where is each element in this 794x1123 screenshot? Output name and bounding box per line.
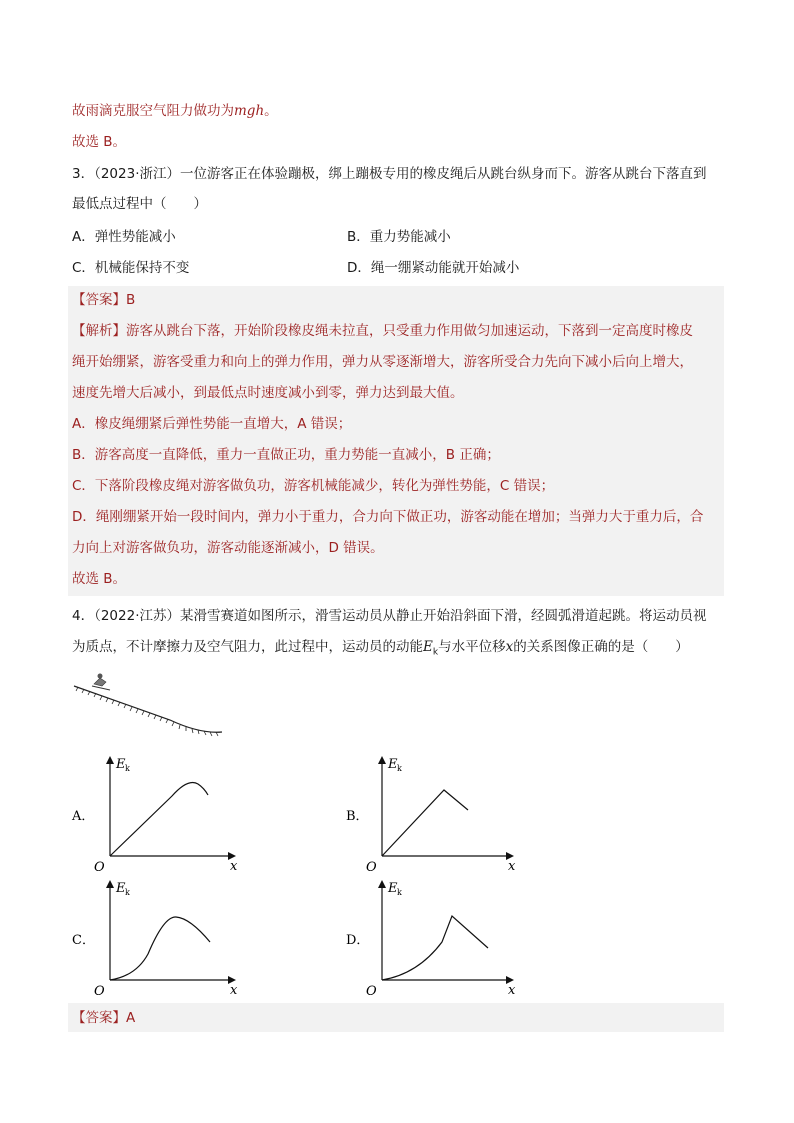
graph-c-y-label: E [116,881,126,896]
graph-a [71,756,238,875]
q3-analysis-line5: B．游客高度一直降低，重力一直做正功，重力势能一直减小，B 正确； [72,447,500,463]
graph-d-y-label: E [388,881,398,896]
q3-analysis-line8: 力向上对游客做负功，游客动能逐渐减小，D 错误。 [72,540,384,556]
graph-b [346,756,516,875]
q3-analysis-line9: 故选 B。 [72,571,127,587]
graph-b-x-label: x [508,859,516,874]
graph-c-y-sub: k [125,888,130,897]
q3-option-a: A．弹性势能减小 [72,229,176,245]
q4-stem-ek-sub: k [432,647,439,658]
graph-d-y-sub: k [397,888,402,897]
prev-conclusion-suffix: 。 [264,103,278,119]
graph-d [346,880,516,999]
graph-b-label: B． [346,809,369,824]
graph-b-y-sub: k [397,764,402,773]
graph-c-y-arrow [106,880,114,888]
graph-a-curve [110,783,208,857]
graph-c-curve [110,917,210,980]
q4-answer-line [72,1008,135,1028]
q4-answer-value: A [126,1010,136,1026]
q4-stem-ek: E [423,639,433,655]
graph-a-label: A． [72,809,95,824]
q3-analysis-line4: A．橡皮绳绷紧后弹性势能一直增大，A 错误； [72,416,352,432]
q4-stem-part-a: 为质点，不计摩擦力及空气阻力，此过程中，运动员的动能 [72,639,423,655]
prev-conclusion-math: mgh [234,103,265,119]
q3-answer-line [72,290,135,310]
q3-stem-line1: 3．（2023·浙江）一位游客正在体验蹦极，绑上蹦极专用的橡皮绳后从跳台纵身而下。游客从跳台下落直到 [72,166,707,182]
graph-d-x-label: x [508,983,516,998]
graph-d-curve [382,916,488,980]
graph-c [72,880,238,999]
q3-answer-value: B [126,292,136,308]
graph-c-origin: O [94,984,105,999]
graph-b-y-label: E [388,757,398,772]
q4-stem-line2 [72,637,689,663]
skier-icon [92,674,110,691]
q3-analysis-line3: 速度先增大后减小，到最低点时速度减小到零，弹力达到最大值。 [72,385,464,401]
q3-analysis-line1: 【解析】游客从跳台下落，开始阶段橡皮绳未拉直，只受重力作用做匀加速运动，下落到一定高度时橡皮 [72,323,693,339]
q3-option-b: B．重力势能减小 [347,229,451,245]
q3-analysis-line2: 绳开始绷紧，游客受重力和向上的弹力作用，弹力从零逐渐增大，游客所受合力先向下减小后向上增大， [72,354,693,370]
ek-x-graphs [66,752,546,1002]
graph-b-curve [382,790,468,856]
graph-c-label: C． [72,933,95,948]
ski-track-figure [70,672,230,747]
q3-stem-line2: 最低点过程中（ ） [72,196,207,212]
q4-stem-part-b: 与水平位移 [438,639,506,655]
ski-track-surface [74,686,222,732]
graph-a-y-sub: k [125,764,130,773]
prev-choice-line: 故选 B。 [72,134,127,150]
prev-conclusion-text: 故雨滴克服空气阻力做功为 [72,103,234,119]
graph-a-origin: O [94,860,105,875]
q4-answer-block [68,1003,724,1032]
q3-option-c: C．机械能保持不变 [72,260,190,276]
prev-conclusion-line [72,101,278,121]
graph-b-origin: O [366,860,377,875]
q4-stem-part-c: 的关系图像正确的是（ ） [513,639,689,655]
q3-option-d: D．绳一绷紧动能就开始减小 [347,260,520,276]
graph-d-y-arrow [378,880,386,888]
q4-stem-x: x [505,639,514,655]
graph-a-y-arrow [106,756,114,764]
graph-c-x-label: x [230,983,238,998]
q3-analysis-line7: D．绳刚绷紧开始一段时间内，弹力小于重力，合力向下做正功，游客动能在增加；当弹力大于重力后，合 [72,509,704,525]
q4-stem-line1: 4．（2022·江苏）某滑雪赛道如图所示，滑雪运动员从静止开始沿斜面下滑，经圆弧滑道起跳。将运动员视 [72,608,707,624]
graph-d-label: D． [346,933,370,948]
graph-a-x-label: x [230,859,238,874]
q4-answer-label: 【答案】 [72,1010,126,1026]
graph-b-y-arrow [378,756,386,764]
q3-analysis-line6: C．下落阶段橡皮绳对游客做负功，游客机械能减少，转化为弹性势能，C 错误； [72,478,555,494]
graph-a-y-label: E [116,757,126,772]
q3-answer-label: 【答案】 [72,292,126,308]
graph-d-origin: O [366,984,377,999]
